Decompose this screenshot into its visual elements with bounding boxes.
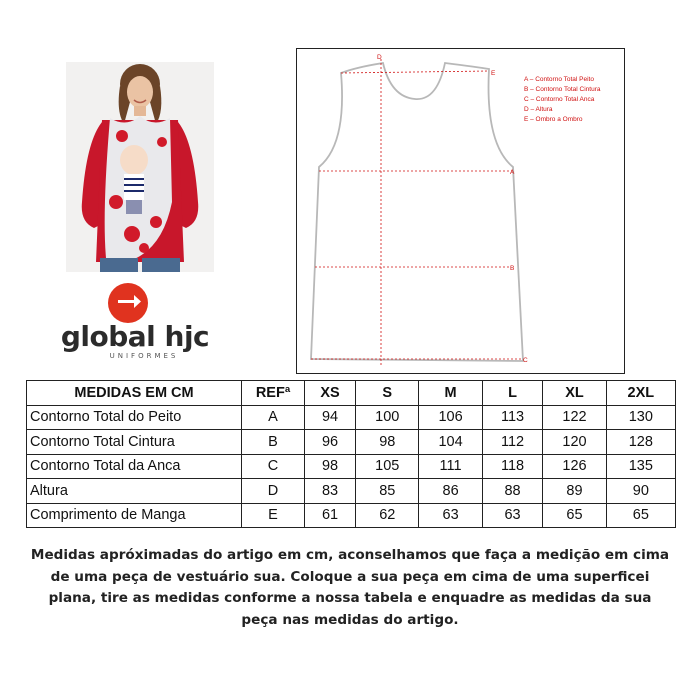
table-cell: 83: [305, 479, 356, 504]
column-header: M: [419, 381, 482, 406]
legend-item: C – Contorno Total Anca: [524, 96, 595, 103]
column-header: REFª: [242, 381, 305, 406]
row-label: Comprimento de Manga: [27, 503, 242, 528]
table-cell: 98: [305, 454, 356, 479]
column-header: XL: [543, 381, 606, 406]
column-header: MEDIDAS EM CM: [27, 381, 242, 406]
table-cell: 111: [419, 454, 482, 479]
table-cell: 104: [419, 430, 482, 455]
table-cell: 85: [356, 479, 419, 504]
table-cell: 130: [606, 405, 675, 430]
row-ref: A: [242, 405, 305, 430]
table-cell: 98: [356, 430, 419, 455]
table-cell: 118: [482, 454, 543, 479]
size-table: [26, 380, 676, 528]
legend-item: D – Altura: [524, 106, 553, 113]
row-label: Contorno Total da Anca: [27, 454, 242, 479]
legend-item: B – Contorno Total Cintura: [524, 86, 601, 93]
product-photo: [66, 62, 214, 272]
table-cell: 89: [543, 479, 606, 504]
table-row: [27, 430, 676, 455]
table-cell: 65: [543, 503, 606, 528]
brand-logo-icon: [107, 282, 149, 324]
table-row: [27, 503, 676, 528]
brand-name: global hjc: [60, 320, 210, 353]
legend-item: A – Contorno Total Peito: [524, 76, 594, 83]
table-row: [27, 479, 676, 504]
column-header: XS: [305, 381, 356, 406]
table-cell: 65: [606, 503, 675, 528]
table-cell: 63: [482, 503, 543, 528]
table-cell: 61: [305, 503, 356, 528]
brand-logo: [50, 282, 220, 362]
table-row: [27, 405, 676, 430]
table-cell: 86: [419, 479, 482, 504]
marker-a: A: [510, 169, 515, 176]
row-label: Altura: [27, 479, 242, 504]
marker-e: E: [491, 70, 496, 77]
table-row: [27, 454, 676, 479]
table-cell: 128: [606, 430, 675, 455]
row-ref: E: [242, 503, 305, 528]
table-cell: 105: [356, 454, 419, 479]
table-cell: 90: [606, 479, 675, 504]
row-label: Contorno Total do Peito: [27, 405, 242, 430]
row-label: Contorno Total Cintura: [27, 430, 242, 455]
table-cell: 120: [543, 430, 606, 455]
column-header: 2XL: [606, 381, 675, 406]
garment-outline: [311, 63, 523, 361]
measurement-note: Medidas apróximadas do artigo em cm, aconselhamos que faça a medição em cima de uma peça de vestuário sua. Coloque a sua peça em cima de uma superficei plana, tire as medidas conforme a nossa tabela e enquadre as medidas da sua peça nas medidas do artigo.: [30, 547, 670, 628]
table-cell: 135: [606, 454, 675, 479]
table-header-row: [27, 381, 676, 406]
diagram-legend: [524, 75, 624, 125]
table-cell: 88: [482, 479, 543, 504]
column-header: L: [482, 381, 543, 406]
shoulder-line: [341, 71, 489, 73]
table-cell: 126: [543, 454, 606, 479]
table-cell: 94: [305, 405, 356, 430]
marker-d: D: [377, 54, 382, 61]
brand-tagline: UNIFORMES: [109, 352, 179, 360]
garment-diagram: [296, 48, 625, 374]
row-ref: D: [242, 479, 305, 504]
table-cell: 96: [305, 430, 356, 455]
column-header: S: [356, 381, 419, 406]
table-cell: 106: [419, 405, 482, 430]
legend-item: E – Ombro a Ombro: [524, 116, 583, 123]
table-cell: 113: [482, 405, 543, 430]
marker-b: B: [510, 265, 515, 272]
table-cell: 62: [356, 503, 419, 528]
table-cell: 112: [482, 430, 543, 455]
row-ref: B: [242, 430, 305, 455]
row-ref: C: [242, 454, 305, 479]
marker-c: C: [523, 357, 528, 364]
table-cell: 63: [419, 503, 482, 528]
table-cell: 100: [356, 405, 419, 430]
table-cell: 122: [543, 405, 606, 430]
